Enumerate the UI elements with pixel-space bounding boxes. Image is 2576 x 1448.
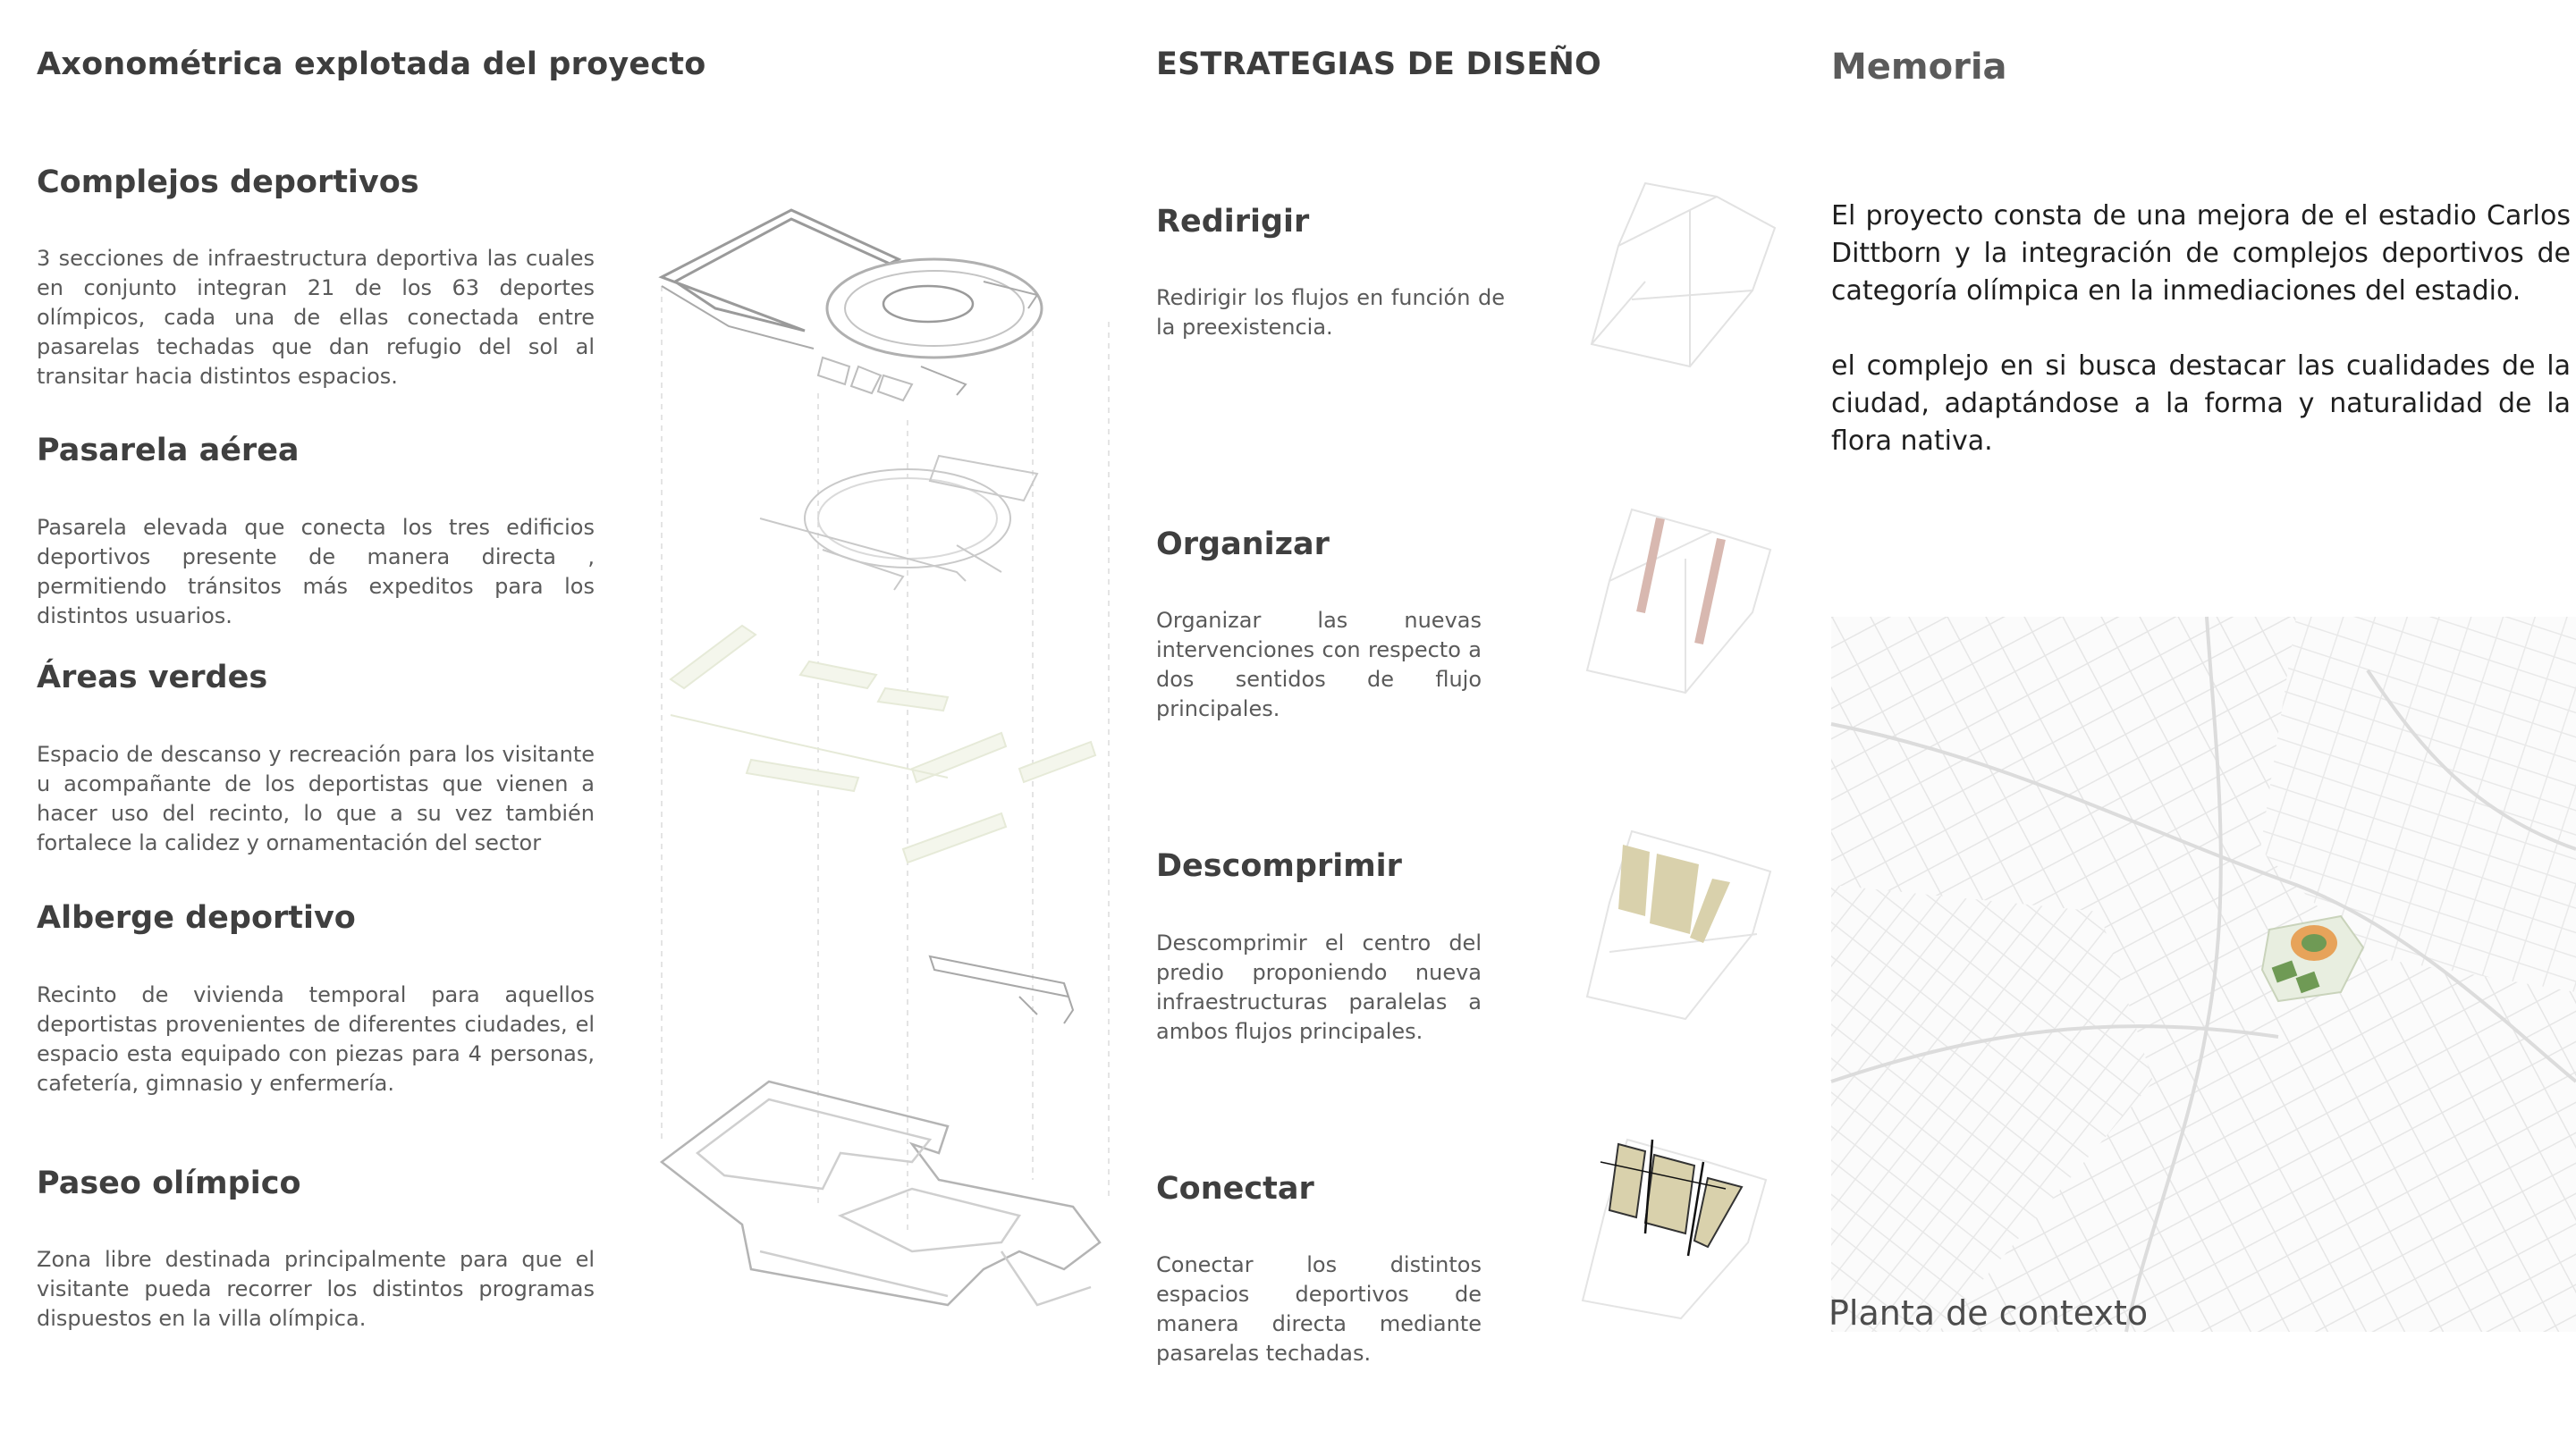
- layer-stadium: [662, 210, 1042, 400]
- layer-pasarela: [760, 456, 1037, 590]
- diagram-conectar: [1574, 1135, 1779, 1323]
- memoria-paragraph-1: El proyecto consta de una mejora de el estadio Carlos Dittborn y la integración de complejos deportivos de categoría olímpica en la inmediaciones del estadio.: [1831, 200, 2571, 307]
- axonometric-title: Axonométrica explotada del proyecto: [37, 46, 706, 82]
- strategy-text-conectar: Conectar los distintos espacios deportivos de manera directa mediante pasarelas techadas.: [1156, 1252, 1482, 1366]
- strategy-heading-organizar: Organizar: [1156, 526, 1330, 562]
- memoria-title: Memoria: [1831, 46, 2007, 88]
- section-text-complejos: 3 secciones de infraestructura deportiva las cuales en conjunto integran 21 de los 63 deportes olímpicos, cada una de ellas conectada entre pasarelas techadas que dan refugio del sol al transitar hacia distintos espacios.: [37, 246, 595, 389]
- section-text-areas-verdes: Espacio de descanso y recreación para los visitante u acompañante de los deportistas que vienen a hacer uso del recinto, lo que a su vez también fortalece la calidez y ornamentación del sector: [37, 742, 595, 855]
- exploded-axonometric-drawing: [644, 197, 1127, 1341]
- context-map: [1831, 617, 2576, 1332]
- section-text-paseo: Zona libre destinada principalmente para que el visitante pueda recorrer los distintos programas dispuestos en la villa olímpica.: [37, 1247, 595, 1331]
- strategy-text-descomprimir: Descomprimir el centro del predio proponiendo nueva infraestructuras paralelas a ambos flujos principales.: [1156, 930, 1482, 1044]
- diagram-redirigir: [1583, 174, 1779, 371]
- section-text-alberge: Recinto de vivienda temporal para aquellos deportistas provenientes de diferentes ciudades, el espacio esta equipado con piezas para 4 personas, cafetería, gimnasio y enfermería.: [37, 982, 595, 1096]
- map-caption: Planta de contexto: [1829, 1293, 2149, 1333]
- section-heading-areas-verdes: Áreas verdes: [37, 660, 268, 695]
- layer-green-areas: [671, 626, 1095, 863]
- diagram-descomprimir: [1578, 827, 1779, 1028]
- diagram-organizar: [1578, 505, 1779, 702]
- section-heading-alberge: Alberge deportivo: [37, 900, 356, 936]
- layer-paseo: [662, 1082, 1100, 1305]
- layer-albergue: [930, 956, 1073, 1023]
- strategy-text-redirigir: Redirigir los flujos en función de la preexistencia.: [1156, 285, 1505, 340]
- section-heading-pasarela: Pasarela aérea: [37, 433, 300, 468]
- strategy-text-organizar: Organizar las nuevas intervenciones con respecto a dos sentidos de flujo principales.: [1156, 608, 1482, 721]
- strategies-title: ESTRATEGIAS DE DISEÑO: [1156, 46, 1601, 82]
- section-text-pasarela: Pasarela elevada que conecta los tres edificios deportivos presente de manera directa , permitiendo tránsitos más expeditos para los distintos usuarios.: [37, 515, 595, 628]
- section-heading-complejos: Complejos deportivos: [37, 164, 419, 200]
- section-heading-paseo: Paseo olímpico: [37, 1166, 301, 1201]
- strategy-heading-descomprimir: Descomprimir: [1156, 848, 1402, 884]
- strategy-heading-redirigir: Redirigir: [1156, 204, 1310, 240]
- strategy-heading-conectar: Conectar: [1156, 1171, 1314, 1207]
- memoria-paragraph-2: el complejo en si busca destacar las cualidades de la ciudad, adaptándose a la forma y naturalidad de la flora nativa.: [1831, 350, 2571, 457]
